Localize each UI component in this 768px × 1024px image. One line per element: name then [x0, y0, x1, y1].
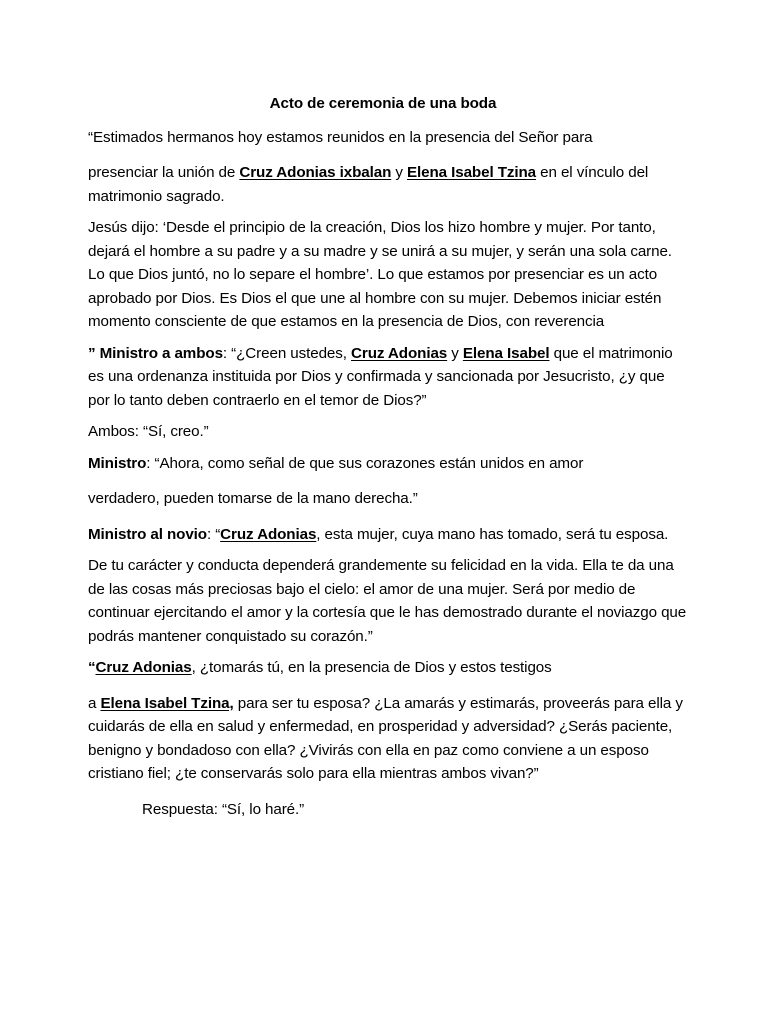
document-page	[88, 92, 688, 821]
paragraph-both-answer: Ambos: “Sí, creo.”	[88, 423, 209, 440]
text-run: , ¿tomarás tú, en la presencia de Dios y estos testigos	[191, 659, 552, 676]
groom-name: Cruz Adonias	[95, 659, 192, 676]
paragraph-minister	[88, 452, 688, 476]
paragraph-minister-to-both	[88, 342, 688, 413]
paragraph-right-hand: verdadero, pueden tomarse de la mano derecha.”	[88, 490, 418, 507]
groom-name: Cruz Adonias ixbalan	[239, 164, 392, 181]
paragraph-jesus-quote: Jesús dijo: ‘Desde el principio de la creación, Dios los hizo hombre y mujer. Por tanto, dejará el hombre a su padre y a su madre y se unirá a su mujer, y serán una sola carne. Lo que Dios juntó, no lo separe el hombre’. Lo que estamos por presenciar es un acto aprobado por Dios. Es Dios el que une al hombre con su mujer. Debemos iniciar estén momento consciente de que estamos en la presencia de Dios, con reverencia	[88, 219, 672, 330]
text-run: : “¿Creen ustedes,	[222, 344, 352, 362]
bride-name: Elena Isabel Tzina	[406, 164, 537, 181]
text-run: que el matrimonio es una ordenanza instituida por Dios y confirmada y sancionada por Jesucristo, ¿y que por lo tanto deben contraerlo en el temor de Dios?”	[88, 344, 673, 409]
paragraph-greeting: “Estimados hermanos hoy estamos reunidos en la presencia del Señor para	[88, 128, 593, 146]
paragraph-response: Respuesta: “Sí, lo haré.”	[142, 800, 305, 818]
text-run: : “Ahora, como señal de que sus corazones están unidos en amor	[146, 454, 584, 472]
text-run: para ser tu esposa? ¿La amarás y estimarás, proveerás para ella y cuidarás de ella en salud y enfermedad, en prosperidad y adversidad? ¿Serás paciente, benigno y bondadoso con ella? ¿Vivirás con ella en paz como conviene a un esposo cristiano fiel; ¿te conservarás solo para ella mientras ambos vivan?”	[88, 694, 683, 782]
speaker-label: Ministro	[88, 454, 147, 472]
text-run: , esta mujer, cuya mano has tomado, será tu esposa.	[316, 525, 669, 543]
document-title: Acto de ceremonia de una boda	[269, 95, 497, 112]
speaker-label: ” Ministro a ambos	[88, 344, 223, 362]
bride-name: Elena Isabel Tzina,	[100, 694, 234, 712]
paragraph-union	[88, 161, 688, 208]
paragraph-groom-question	[88, 656, 688, 680]
groom-name: Cruz Adonias	[351, 344, 448, 362]
text-run: y	[391, 164, 407, 181]
paragraph-minister-to-groom	[88, 523, 688, 547]
text-run: y	[447, 344, 463, 362]
paragraph-vows	[88, 692, 688, 786]
groom-name: Cruz Adonias	[220, 525, 317, 543]
text-run: presenciar la unión de	[88, 164, 240, 181]
text-run: a	[88, 694, 101, 712]
speaker-label: Ministro al novio	[88, 525, 207, 543]
paragraph-character: De tu carácter y conducta dependerá grandemente su felicidad en la vida. Ella te da una de las cosas más preciosas bajo el cielo: el amor de una mujer. Será por medio de continuar ejercitando el amor y la cortesía que le has demostrado durante el noviazgo que podrás mantener conquistado su corazón.”	[88, 557, 687, 645]
text-run: en el vínculo del matrimonio sagrado.	[88, 164, 649, 205]
open-quote: “	[88, 659, 96, 676]
text-run: : “	[206, 525, 221, 543]
bride-name: Elena Isabel	[462, 344, 550, 362]
